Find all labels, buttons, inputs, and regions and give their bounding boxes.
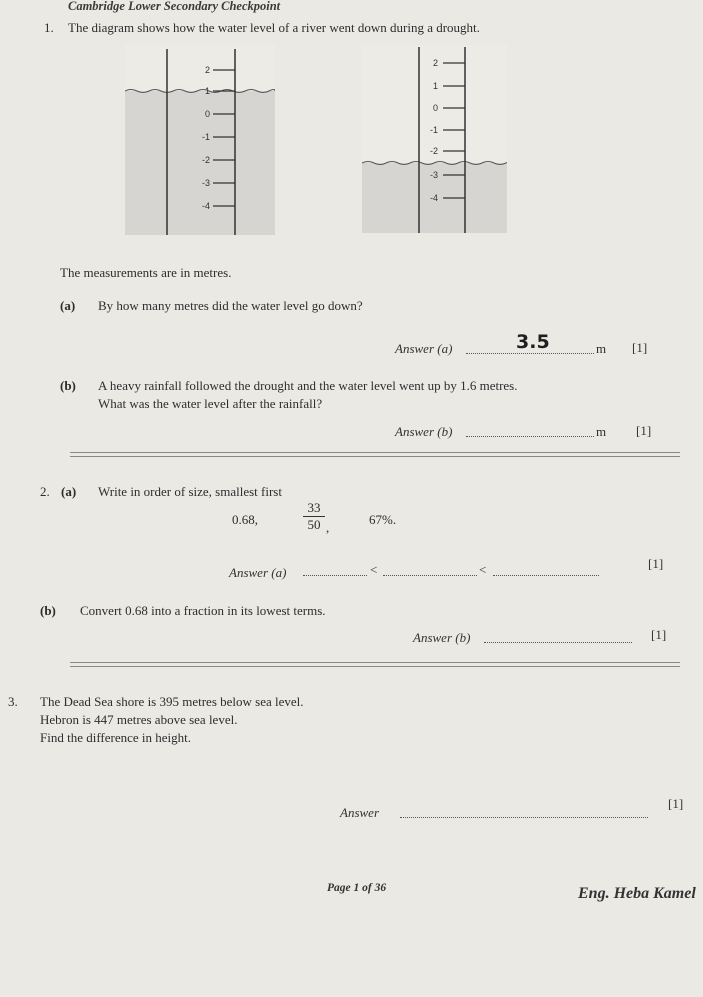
q1b-marks: [1]	[636, 423, 652, 438]
q1b-answer-line[interactable]	[466, 436, 594, 437]
tick-label: -4	[429, 193, 438, 203]
q2-number: 2.	[40, 484, 50, 499]
less-than-sign: <	[370, 562, 378, 577]
fraction-denominator: 50	[307, 517, 321, 532]
tick-label: -4	[201, 201, 210, 211]
q3-answer-line[interactable]	[400, 817, 648, 818]
q1a-answer-label: Answer (a)	[395, 341, 453, 356]
tick-label: 0	[204, 109, 210, 119]
q2b-answer-line[interactable]	[484, 642, 632, 643]
tick-label: -1	[201, 132, 210, 142]
water-region-before	[125, 91, 275, 235]
q2a-label: (a)	[61, 484, 77, 499]
section-divider	[70, 662, 680, 667]
less-than-sign: <	[479, 562, 487, 577]
q1b-text-line1: A heavy rainfall followed the drought and the water level went up by 1.6 metres.	[98, 378, 518, 393]
q2a-decimal: 0.68,	[232, 512, 258, 527]
q2a-answer-blank-2[interactable]	[383, 575, 477, 576]
fraction-numerator: 33	[303, 500, 325, 517]
q1a-unit: m	[596, 341, 607, 356]
tick-label: 1	[432, 81, 438, 91]
page-number: Page 1 of 36	[327, 882, 387, 894]
q1a-answer-line[interactable]	[466, 353, 594, 354]
q1b-answer-label: Answer (b)	[395, 424, 453, 439]
fraction-comma: ,	[326, 520, 330, 535]
gauge-before-diagram	[125, 45, 275, 235]
tick-label: 0	[432, 103, 438, 113]
q2b-answer-label: Answer (b)	[413, 630, 471, 645]
q1b-label: (b)	[60, 378, 76, 393]
tick-label: -2	[429, 146, 438, 156]
q2a-marks: [1]	[648, 556, 664, 571]
q1a-handwritten-answer: 3.5	[516, 331, 550, 353]
tick-label: -2	[201, 155, 210, 165]
tick-label: -1	[429, 125, 438, 135]
author-credit: Eng. Heba Kamel	[578, 885, 696, 902]
tick-label: -3	[429, 170, 438, 180]
q1-note: The measurements are in metres.	[60, 265, 232, 280]
q2a-answer-label: Answer (a)	[229, 565, 287, 580]
q2a-fraction	[303, 500, 325, 533]
q3-line1: The Dead Sea shore is 395 metres below sea level.	[40, 694, 304, 709]
tick-label: 1	[204, 86, 210, 96]
tick-label: 2	[432, 58, 438, 68]
gauge-after-diagram	[362, 45, 507, 233]
exam-header: Cambridge Lower Secondary Checkpoint	[68, 0, 281, 13]
q1b-text-line2: What was the water level after the rainfall?	[98, 396, 323, 411]
q2a-text: Write in order of size, smallest first	[98, 484, 282, 499]
q2b-text: Convert 0.68 into a fraction in its lowest terms.	[80, 603, 326, 618]
q2a-answer-blank-3[interactable]	[493, 575, 599, 576]
q2b-label: (b)	[40, 603, 56, 618]
q3-answer-label: Answer	[340, 805, 379, 820]
q3-line3: Find the difference in height.	[40, 730, 192, 745]
tick-label: 2	[204, 65, 210, 75]
q3-marks: [1]	[668, 796, 684, 811]
q1a-text: By how many metres did the water level go down?	[98, 298, 363, 313]
q3-line2: Hebron is 447 metres above sea level.	[40, 712, 238, 727]
tick-label: -3	[201, 178, 210, 188]
q2b-marks: [1]	[651, 627, 667, 642]
q3-number: 3.	[8, 694, 18, 709]
q1b-unit: m	[596, 424, 607, 439]
q2a-percent: 67%.	[369, 512, 397, 527]
q1-text: The diagram shows how the water level of a river went down during a drought.	[68, 20, 480, 35]
q1a-marks: [1]	[632, 340, 648, 355]
q2a-answer-blank-1[interactable]	[303, 575, 367, 576]
q1a-label: (a)	[60, 298, 76, 313]
section-divider	[70, 452, 680, 457]
q1-number: 1.	[44, 20, 54, 35]
